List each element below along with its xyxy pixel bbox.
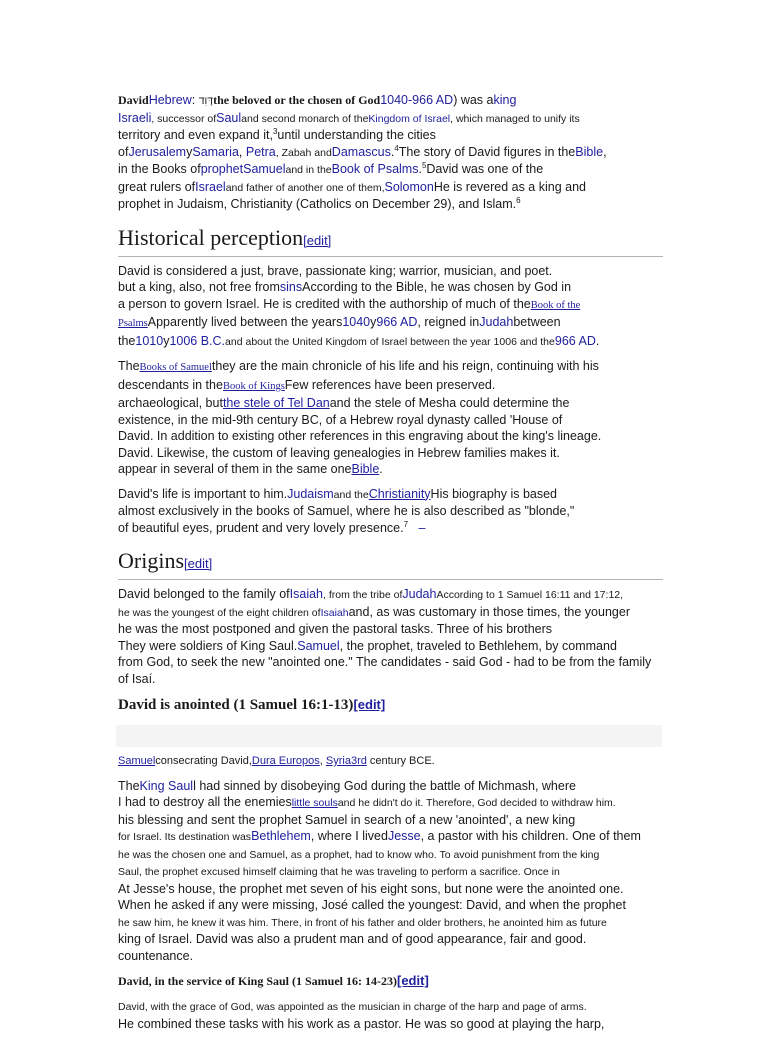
footnote-7[interactable]: 7 bbox=[403, 519, 409, 529]
intro-paragraph: DavidHebrew: דָּוִדthe beloved or the chosen of God1040-966 AD) was aking Israeli, successor ofSauland second monarch of theKingdom of Israel, which managed to unify its territory and even expand it,$^3$until understanding the cities ofJerusalemySamaria, Petra, Zabah andDamascus.$^4$The story of David figures in theBible, in the Books ofprophetSamueland in theBook of Psalms.$^5$David was one of the great rulers ofIsraeland father of another one of them,SolomonHe is revered as a king and prophet in Judaism, Christianity (Catholics on December 29), and Islam.$^6$ bbox=[118, 93, 607, 211]
book-of-psalms-link[interactable]: Book of the Psalms bbox=[118, 299, 581, 329]
section-title: Historical perception bbox=[118, 224, 304, 250]
king-saul-link[interactable]: King Saul bbox=[139, 778, 194, 793]
historical-paragraph-1: David is considered a just, brave, passionate king; warrior, musician, and poet. but a king, also, not free fromsinsAccording to the Bible, he was chosen by God in a person to govern Israel. He is credited with the authorship of much of theBook of the PsalmsApparently lived between the years1040y966 AD, reigned inJudahbetween the1010y1006 B.C.and about the United Kingdom of Israel between the year 1006 and the966 AD. bbox=[118, 263, 600, 348]
dates-link[interactable]: 1040-966 AD bbox=[380, 93, 454, 107]
sins-link[interactable]: sins bbox=[279, 280, 303, 294]
article-body bbox=[118, 88, 663, 1040]
century-link[interactable]: 3rd bbox=[350, 755, 367, 767]
section-title: Origins bbox=[118, 548, 184, 573]
judah-link[interactable]: Judah bbox=[402, 587, 437, 601]
hebrew-glyph: דָּוִד bbox=[198, 95, 214, 107]
israeli-link[interactable]: Israeli bbox=[118, 110, 152, 125]
year-link[interactable]: 1040 bbox=[342, 315, 371, 329]
king-link[interactable]: king bbox=[493, 93, 517, 107]
image-caption: Samuelconsecrating David,Dura Europos, Syria3rd century BCE. bbox=[118, 755, 435, 767]
damascus-link[interactable]: Damascus bbox=[331, 144, 391, 159]
samuel-link[interactable]: Samuel bbox=[297, 638, 340, 653]
jesse-link[interactable]: Jesse bbox=[387, 829, 421, 843]
section-heading-historical bbox=[118, 225, 663, 257]
bethlehem-link[interactable]: Bethlehem bbox=[251, 829, 311, 843]
kingdom-link[interactable]: Kingdom of Israel bbox=[368, 112, 451, 125]
saul-link[interactable]: Saul bbox=[216, 110, 242, 125]
historical-paragraph-2: TheBooks of Samuelthey are the main chronicle of his life and his reign, continuing with his descendants in theBook of KingsFew references have been preserved. archaeological, butthe stele of Tel Danand the stele of Mesha could determine the existence, in the mid-9th century BC, of a Hebrew royal dynasty called 'House of David. In addition to existing other references in this engraving about the king's lineage. David. Likewise, the custom of leaving genealogies in Hebrew families makes it. appear in several of them in the same oneBible. bbox=[118, 359, 602, 476]
footnote-5[interactable]: 5 bbox=[421, 160, 427, 170]
edit-link[interactable]: [edit] bbox=[397, 973, 429, 988]
syria-link[interactable]: Syria bbox=[325, 755, 351, 767]
subsection-title: David, in the service of King Saul (1 Samuel 16: 14-23) bbox=[118, 974, 397, 988]
jerusalem-link[interactable]: Jerusalem bbox=[128, 144, 187, 159]
historical-paragraph-3: David's life is important to him.Judaismand theChristianityHis biography is based almost exclusively in the books of Samuel, where he is also described as "blonde," of beautiful eyes, prudent and very lovely presence.$^7$ – bbox=[118, 486, 575, 535]
origins-paragraph: David belonged to the family ofIsaiah, from the tribe ofJudahAccording to 1 Samuel 16:11 and 17:12, he was the youngest of the eight children ofIsaiahand, as was customary in those times, the younger he was the most postponed and given the pastoral tasks. Three of his brothers They were soldiers of King Saul.Samuel, the prophet, traveled to Bethlehem, by command from God, to seek the new "anointed one." The candidates - said God - had to be from the family of Isaí. bbox=[118, 587, 652, 686]
subsection-heading-anointed bbox=[118, 695, 663, 715]
solomon-link[interactable]: Solomon bbox=[384, 179, 434, 194]
service-paragraph: David, with the grace of God, was appointed as the musician in charge of the harp and page of arms. He combined these tasks with his work as a pastor. He was so good at playing the harp, bbox=[118, 1001, 605, 1031]
footnote-6[interactable]: 6 bbox=[516, 195, 521, 205]
image-placeholder bbox=[116, 725, 662, 747]
little-souls-link[interactable]: little souls bbox=[291, 797, 338, 809]
subsection-heading-service bbox=[118, 972, 663, 990]
dash-link[interactable]: – bbox=[418, 520, 426, 535]
samuel-link[interactable]: Samuel bbox=[243, 162, 286, 176]
year-link[interactable]: 1010 bbox=[135, 333, 164, 348]
isaiah-link[interactable]: Isaiah bbox=[289, 587, 323, 601]
edit-link[interactable]: [edit] bbox=[353, 697, 386, 712]
judaism-link[interactable]: Judaism bbox=[287, 486, 334, 501]
samuel-link[interactable]: Samuel bbox=[118, 755, 156, 767]
stele-link[interactable]: the stele of Tel Dan bbox=[222, 396, 330, 410]
section-heading-origins bbox=[118, 548, 663, 580]
bible-link[interactable]: Bible bbox=[351, 462, 380, 476]
edit-link[interactable]: [edit] bbox=[303, 232, 332, 248]
name-meaning: the beloved or the chosen of God bbox=[213, 93, 381, 107]
footnote-3[interactable]: 3 bbox=[272, 126, 278, 136]
petra-link[interactable]: Petra bbox=[245, 144, 276, 159]
prophet-link[interactable]: prophet bbox=[200, 162, 244, 176]
isaiah-link[interactable]: Isaiah bbox=[320, 606, 349, 619]
judah-link[interactable]: Judah bbox=[479, 315, 514, 329]
year-link[interactable]: 966 AD bbox=[554, 333, 596, 348]
israel-link[interactable]: Israel bbox=[195, 179, 226, 194]
christianity-link[interactable]: Christianity bbox=[368, 486, 431, 501]
hebrew-link[interactable]: Hebrew bbox=[148, 93, 192, 107]
subsection-title: David is anointed (1 Samuel 16:1-13) bbox=[118, 697, 354, 713]
footnote-4[interactable]: 4 bbox=[394, 143, 399, 153]
edit-link[interactable]: [edit] bbox=[184, 556, 213, 571]
article-name: David bbox=[118, 93, 149, 107]
psalms-link[interactable]: Book of Psalms bbox=[331, 162, 419, 176]
year-link[interactable]: 1006 B.C. bbox=[169, 333, 226, 348]
bible-link[interactable]: Bible bbox=[575, 144, 604, 159]
year-link[interactable]: 966 AD bbox=[376, 315, 418, 329]
samaria-link[interactable]: Samaria bbox=[192, 144, 239, 159]
book-of-kings-link[interactable]: Book of Kings bbox=[222, 380, 285, 392]
dura-europos-link[interactable]: Dura Europos bbox=[251, 755, 320, 767]
books-of-samuel-link[interactable]: Books of Samuel bbox=[139, 362, 212, 373]
anointed-paragraph: TheKing Saull had sinned by disobeying God during the battle of Michmash, where I had to destroy all the enemieslittle soulsand he didn't do it. Therefore, God decided to withdraw him. his blessing and sent the prophet Samuel in search of a new 'anointed', a new king for Israel. Its destination wasBethlehem, where I livedJesse, a pastor with his children. One of them he was the chosen one and Samuel, as a prophet, had to know who. To avoid punishment from the king Saul, the prophet excused himself claiming that he was traveling to perform a sacrifice. Once in At Jesse's house, the prophet met seven of his eight sons, but none were the anointed one. When he asked if any were missing, José called the youngest: David, and when the prophet he saw him, he knew it was him. There, in front of his father and older brothers, he anointed him as future king of Israel. David was also a prudent man and of good appearance, fair and good. countenance. bbox=[118, 778, 641, 963]
